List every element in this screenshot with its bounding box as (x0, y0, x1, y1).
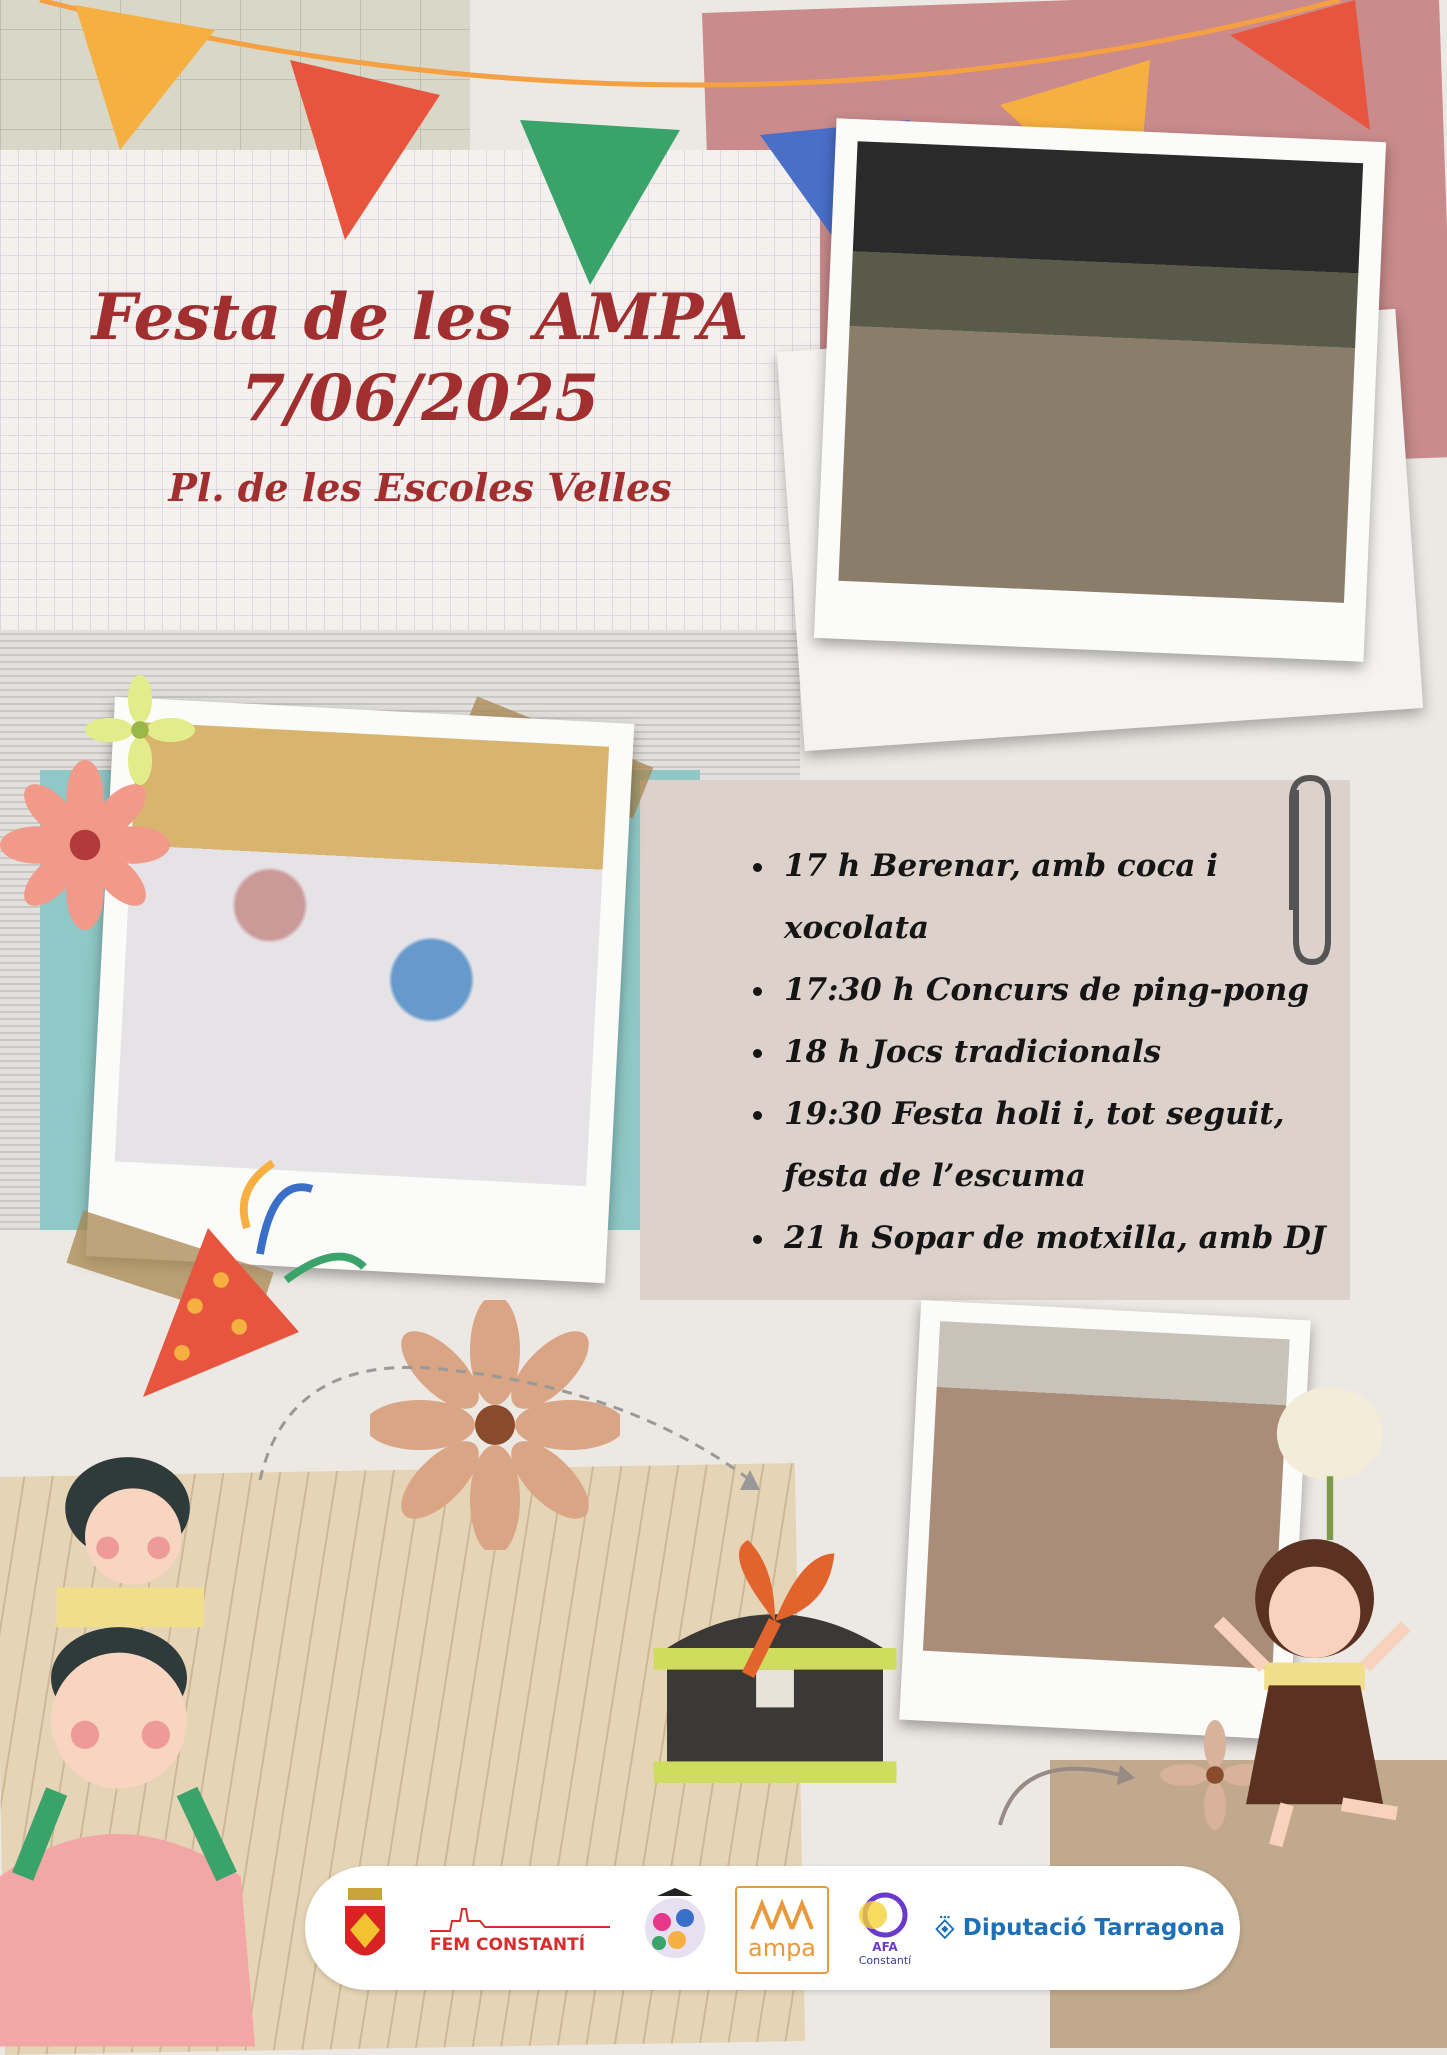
schedule-item: • 17 h Berenar, amb coca i xocolata (778, 835, 1340, 959)
girl-illustration (1190, 1530, 1430, 1850)
diputacio-text: Diputació Tarragona (962, 1915, 1225, 1941)
ampa-figures-icon (747, 1899, 817, 1935)
ampa-text: ampa (747, 1934, 817, 1962)
white-flower-icon (1265, 1370, 1395, 1540)
fem-constanti-logo (430, 1886, 620, 1970)
treasure-chest-icon (640, 1540, 910, 1810)
sponsors-bar (305, 1866, 1240, 1990)
inclusion-logo (635, 1886, 715, 1970)
event-title: Festa de les AMPA (91, 280, 749, 355)
afa-figure-icon (853, 1890, 917, 1940)
pink-flower-icon (0, 760, 170, 930)
photo-kids-drawing-image (115, 722, 609, 1186)
diputacio-tarragona-logo (935, 1886, 1225, 1970)
schedule-item: • 21 h Sopar de motxilla, amb DJ (778, 1207, 1340, 1269)
photo-night-dinner-image (838, 141, 1363, 603)
schedule-item: • 19:30 Festa holi i, tot seguit, festa de l’escuma (778, 1083, 1340, 1207)
ampa-logo (735, 1886, 829, 1974)
event-date: 7/06/2025 (240, 361, 600, 436)
event-header (70, 280, 770, 528)
yellow-flower-icon (85, 675, 195, 785)
schedule-item: • 17:30 h Concurs de ping-pong (778, 959, 1340, 1021)
photo-night-dinner (814, 118, 1386, 661)
father-son-illustration (0, 1450, 340, 2048)
constanti-crest-logo (335, 1886, 395, 1970)
afa-logo (845, 1886, 925, 1970)
schedule-list (740, 835, 1340, 1269)
afa-subtext: Constantí (858, 1953, 912, 1967)
skyline-icon (430, 1901, 610, 1935)
event-location: Pl. de les Escoles Velles (168, 465, 672, 510)
schedule-item: • 18 h Jocs tradicionals (778, 1021, 1340, 1083)
diputacio-crest-icon (935, 1893, 955, 1963)
afa-text: AFA (872, 1939, 898, 1954)
fem-constanti-text: FEM CONSTANTÍ (430, 1935, 586, 1955)
curved-arrow-icon (990, 1740, 1140, 1830)
